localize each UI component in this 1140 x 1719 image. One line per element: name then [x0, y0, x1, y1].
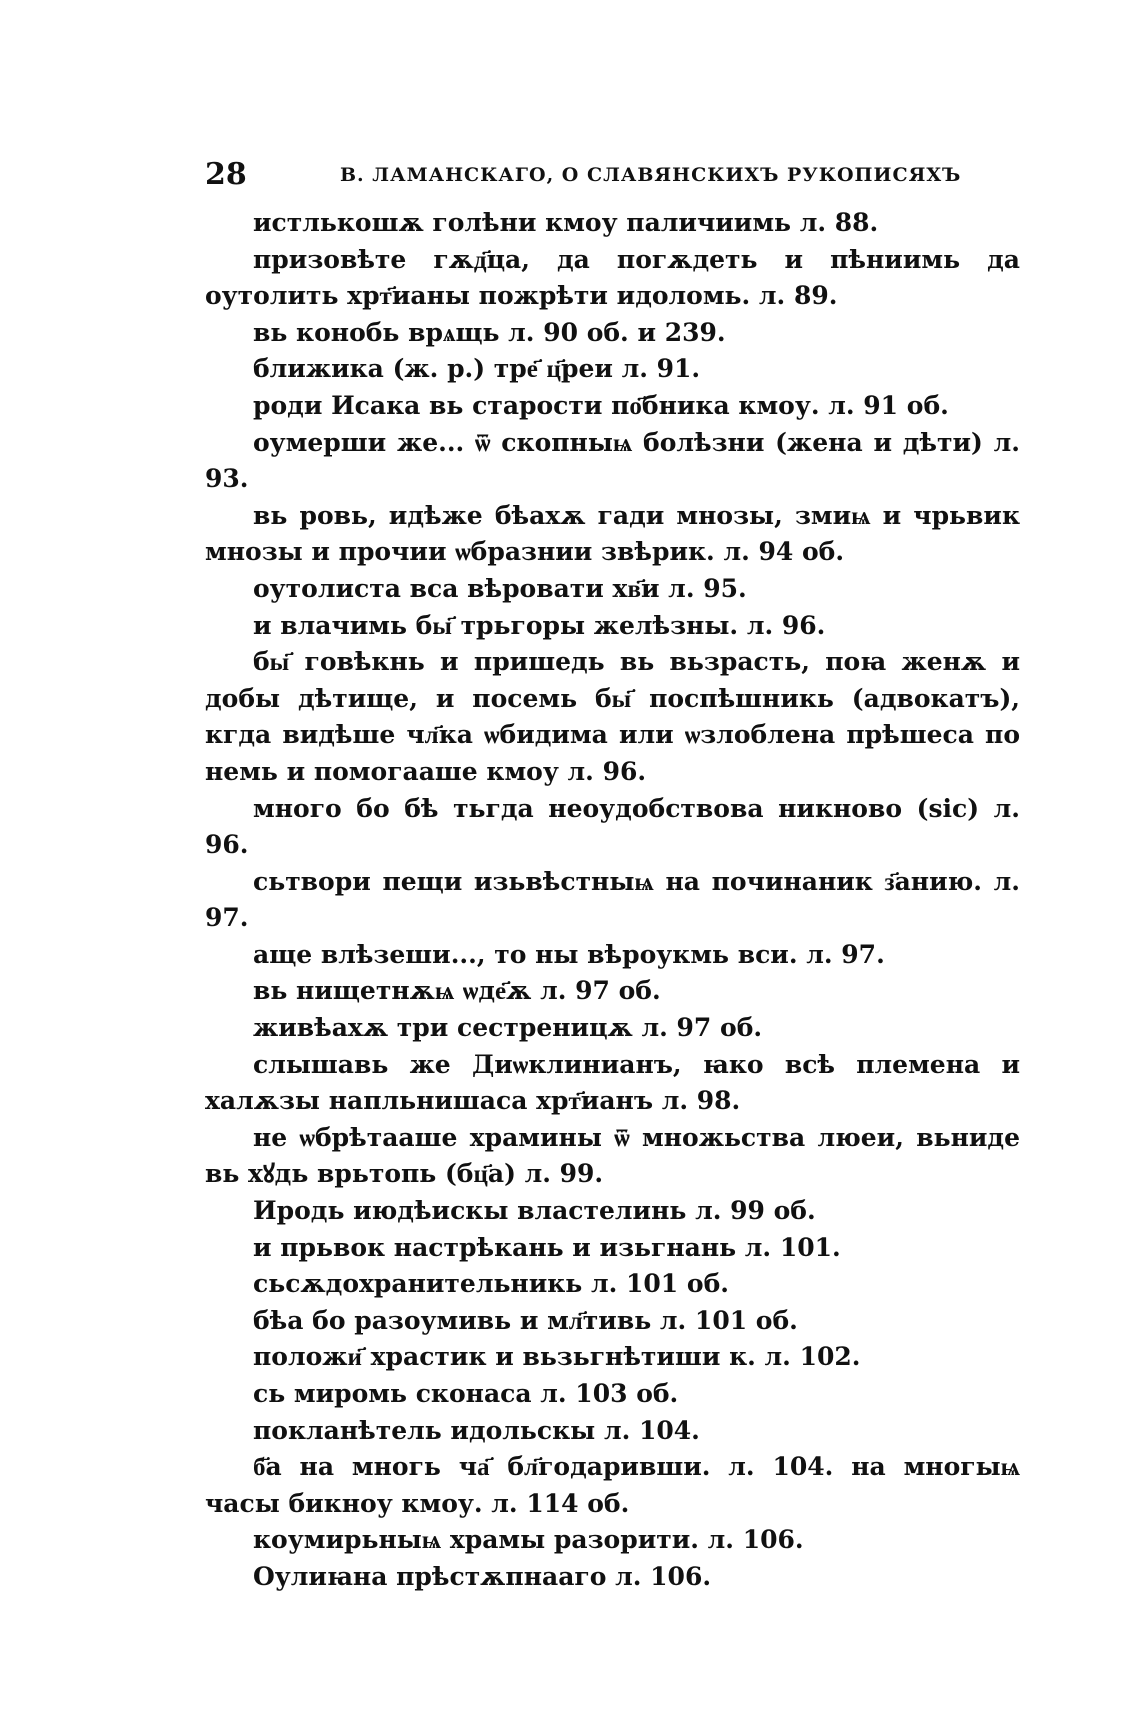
entry-25: б҃а на многь ча҃ бл҃годаривши. л. 104. на многыѩ часы бикноу кмоу. л. 114 об. [205, 1452, 1020, 1518]
entry-17: не ѡбрѣтааше храмины ѿ множьства люеи, вьниде вь хꙋдь врьтопь (бц҃а) л. 99. [205, 1122, 1020, 1189]
entry-10: бы҃ говѣкнь и пришедь вь вьзрасть, поꙗ женѫ и добы дѣтище, и посемь бы҃ поспѣшникь (адвокатъ), кгда видѣше чл҃ка ѡбидима или ѡзлоблена прѣшеса по немь и помогааше кмоу л. 96. [205, 647, 1020, 786]
entry-3: вь конобь врѧщь л. 90 об. и 239. [253, 317, 726, 347]
running-head [205, 155, 1025, 195]
entry-15: живѣахѫ три сестреницѫ л. 97 об. [253, 1013, 763, 1043]
entry-11: много бо бѣ тьгда неоудобствова никново (sic) л. 96. [205, 793, 1020, 860]
entry-14: вь нищетнѫѩ ѡде҃ѫ л. 97 об. [253, 976, 661, 1006]
entry-12: сьтвори пещи изьвѣстныѩ на починаник з҃анию. л. 97. [205, 866, 1020, 933]
entry-21: бѣа бо разоумивь и мл҃тивь л. 101 об. [253, 1305, 798, 1335]
entry-13: аще влѣзеши..., то ны вѣроукмь вси. л. 97. [253, 939, 885, 969]
entry-19: и прьвок настрѣкань и изьгнань л. 101. [253, 1232, 841, 1262]
body-text [205, 205, 1020, 1596]
entry-4: ближика (ж. р.) тре҃ ц҃реи л. 91. [253, 354, 701, 384]
entry-26: коумирьныѩ храмы разорити. л. 106. [253, 1525, 804, 1555]
entry-16: слышавь же Диѡклинианъ, ꙗко всѣ племена и халѫзы напльнишаса хрт҃ианъ л. 98. [205, 1049, 1020, 1116]
entry-23: сь миромь сконаса л. 103 об. [253, 1379, 679, 1408]
running-head-title: В. ЛАМАНСКАГО, О СЛАВЯНСКИХЪ РУКОПИСЯХЪ [340, 164, 962, 186]
entry-9: и влачимь бы҃ трьгоры желѣзны. л. 96. [253, 610, 826, 640]
page-number: 28 [205, 157, 247, 192]
entry-7: вь ровь, идѣже бѣахѫ гади мнозы, змиѩ и чрьвик мнозы и прочии ѡбразнии звѣрик. л. 94 об. [205, 500, 1020, 567]
entry-5: роди Исака вь старости по҃бника кмоу. л. 91 об. [253, 390, 949, 420]
entry-6: оумерши же... ѿ скопныѩ болѣзни (жена и дѣти) л. 93. [205, 427, 1020, 494]
entry-27: Оулиꙗна прѣстѫпнаaго л. 106. [253, 1561, 712, 1591]
entry-20: сьсѫдохранительникь л. 101 об. [253, 1269, 729, 1299]
entry-2: призовѣте гѫд҃ца, да погѫдеть и пѣниимь да оутолить хрт҃ианы пожрѣти идоломь. л. 89. [205, 244, 1020, 311]
entry-22: положи҃ храстик и вьзьгнѣтиши к. л. 102. [253, 1342, 861, 1372]
entry-1: истлькошѫ голѣни кмоу паличиимь л. 88. [253, 208, 879, 237]
entry-24: покланѣтель идольскы л. 104. [253, 1415, 700, 1445]
entry-18: Иродь июдѣискы властелинь л. 99 об. [253, 1196, 816, 1226]
entry-8: оутолиста вса вѣровати хв҃и л. 95. [253, 573, 747, 603]
